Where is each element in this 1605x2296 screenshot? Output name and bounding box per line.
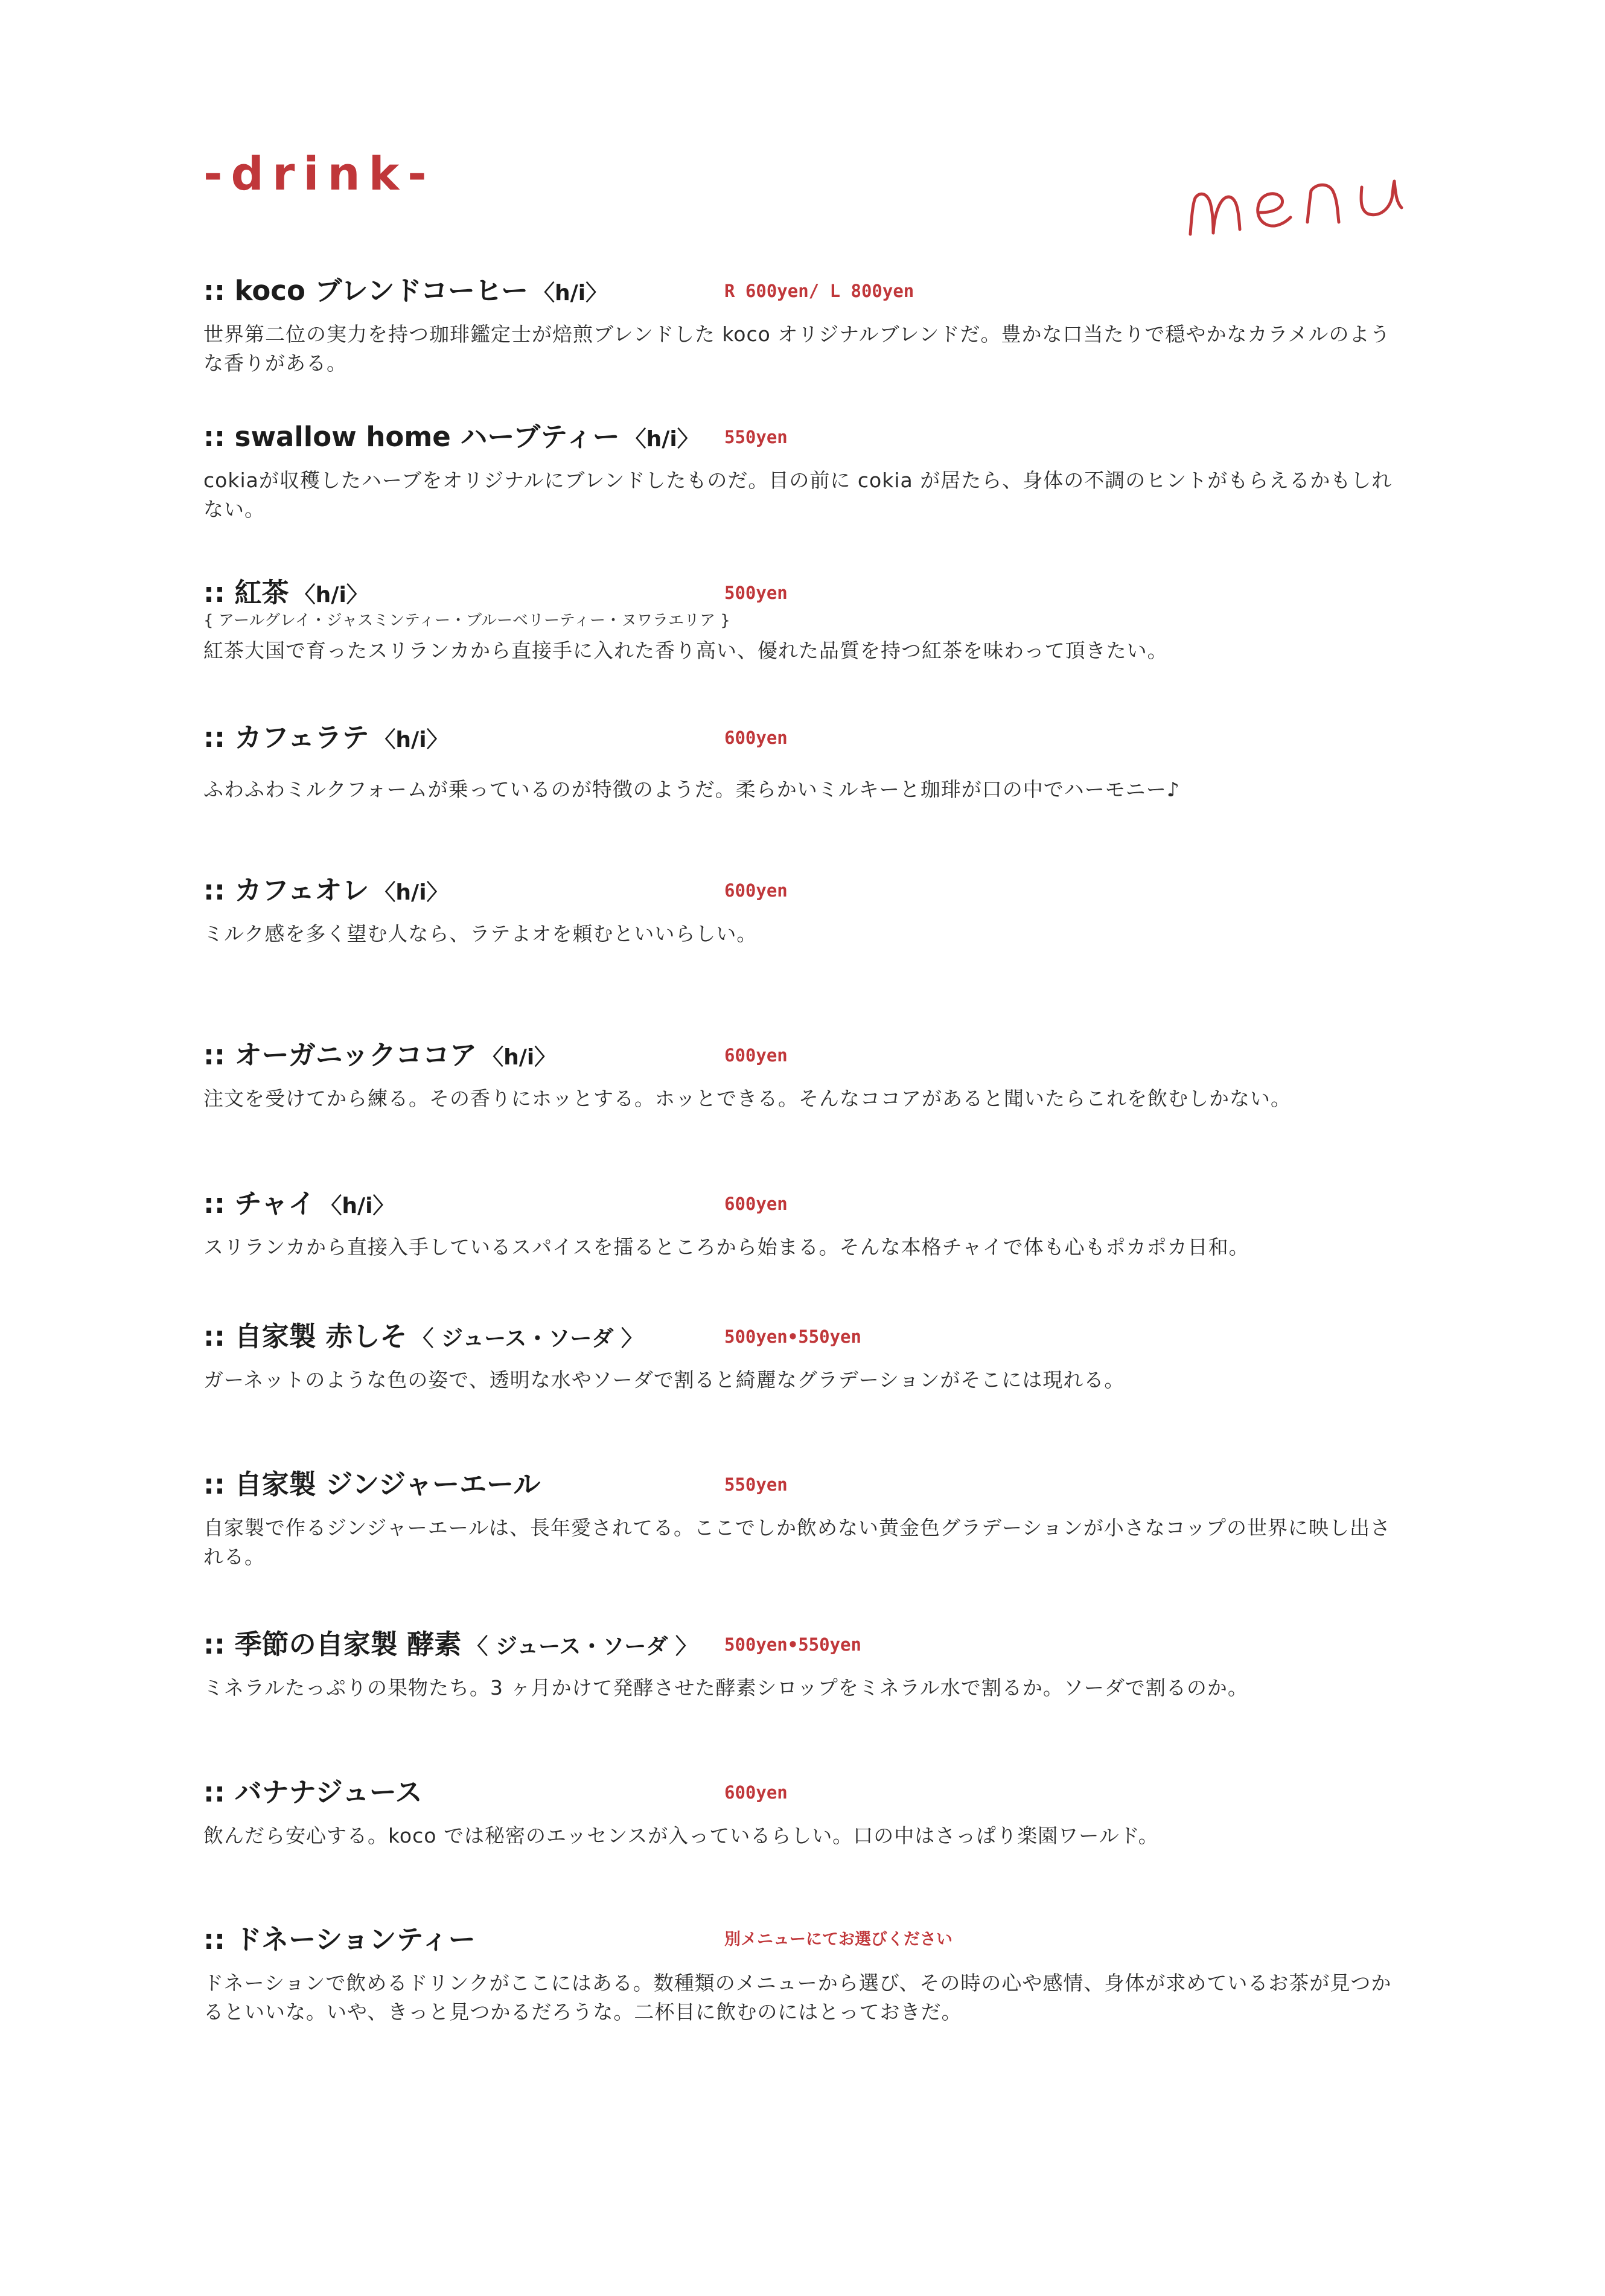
- item-description: ふわふわミルクフォームが乗っているのが特徴のようだ。柔らかいミルキーと珈琲が口の中でハーモニー♪: [203, 778, 1180, 801]
- item-name: :: koco ブレンドコーヒー: [203, 275, 529, 307]
- item-description: ミルク感を多く望む人なら、ラテよオを頼むといいらしい。: [203, 922, 758, 945]
- page-header: [0, 0, 1605, 260]
- item-description: 紅茶大国で育ったスリランカから直接手に入れた香り高い、優れた品質を持つ紅茶を味わって頂きたい。: [203, 639, 1168, 662]
- section-title: -drink-: [203, 147, 435, 200]
- item-variant: 〈h/i〉: [533, 281, 608, 305]
- item-price: 500yen•550yen: [724, 1326, 861, 1347]
- item-price: 500yen•550yen: [724, 1634, 861, 1655]
- menu-item-seasonal-enzyme: [203, 1626, 1399, 1703]
- menu-item-chai: [203, 1186, 1399, 1262]
- item-price: 600yen: [724, 1782, 788, 1803]
- item-name: :: バナナジュース: [203, 1776, 423, 1808]
- menu-item-cafe-latte: [203, 720, 1399, 804]
- item-description: ミネラルたっぷりの果物たち。3 ヶ月かけて発酵させた酵素シロップをミネラル水で割るか。ソーダで割るのか。: [203, 1676, 1248, 1700]
- item-name: :: ドネーションティー: [203, 1923, 476, 1955]
- item-name: :: 紅茶: [203, 577, 289, 609]
- item-name: :: チャイ: [203, 1188, 316, 1220]
- item-variant: 〈h/i〉: [293, 583, 368, 607]
- item-flavor-options: { アールグレイ・ジャスミンティー・ブルーベリーティー・ヌワラエリア }: [203, 612, 730, 630]
- item-description: スリランカから直接入手しているスパイスを擂るところから始まる。そんな本格チャイで体も心もポカポカ日和。: [203, 1235, 1249, 1259]
- item-description: 世界第二位の実力を持つ珈琲鑑定士が焙煎ブレンドした koco オリジナルブレンドだ。豊かな口当たりで穏やかなカラメルのような香りがある。: [203, 322, 1391, 375]
- item-variant: 〈h/i〉: [482, 1045, 557, 1070]
- item-price: 550yen: [724, 1474, 788, 1495]
- item-name: :: 自家製 ジンジャーエール: [203, 1468, 541, 1500]
- item-description: 飲んだら安心する。koco では秘密のエッセンスが入っているらしい。口の中はさっぱり楽園ワールド。: [203, 1824, 1159, 1847]
- item-variant: 〈 ジュース・ソーダ 〉: [412, 1326, 643, 1351]
- item-price: 500yen: [724, 583, 788, 603]
- menu-item-koco-blend-coffee: [203, 273, 1399, 378]
- item-description: cokiaが収穫したハーブをオリジナルにブレンドしたものだ。目の前に cokia が居たら、身体の不調のヒントがもらえるかもしれない。: [203, 468, 1393, 521]
- item-price: 600yen: [724, 1194, 788, 1214]
- item-name: :: カフェラテ: [203, 721, 369, 753]
- item-description: ガーネットのような色の姿で、透明な水やソーダで割ると綺麗なグラデーションがそこには現れる。: [203, 1368, 1125, 1392]
- menu-handwritten-logo: [1177, 145, 1461, 260]
- item-variant: 〈h/i〉: [624, 427, 699, 452]
- item-name: :: 自家製 赤しそ: [203, 1320, 407, 1352]
- item-name: :: カフェオレ: [203, 874, 369, 906]
- item-variant: 〈h/i〉: [374, 880, 448, 905]
- item-name: :: swallow home ハーブティー: [203, 421, 620, 453]
- menu-item-swallow-home-herb-tea: [203, 419, 1399, 524]
- menu-item-homemade-ginger-ale: [203, 1466, 1399, 1572]
- item-price: 600yen: [724, 727, 788, 748]
- item-description: 注文を受けてから練る。その香りにホッとする。ホッとできる。そんなココアがあると聞いたらこれを飲むしかない。: [203, 1087, 1291, 1110]
- item-price: 600yen: [724, 880, 788, 901]
- item-price: 600yen: [724, 1045, 788, 1066]
- item-price: 別メニューにてお選びください: [724, 1930, 952, 1949]
- menu-item-cafe-au-lait: [203, 872, 1399, 948]
- menu-item-homemade-red-shiso: [203, 1319, 1399, 1395]
- item-price: R 600yen/ L 800yen: [724, 281, 914, 301]
- item-variant: 〈h/i〉: [374, 727, 448, 752]
- item-description: ドネーションで飲めるドリンクがここにはある。数種類のメニューから選び、その時の心や感情、身体が求めているお茶が見つかるといいな。いや、きっと見つかるだろうな。二杯目に飲むのにはとっておきだ。: [203, 1971, 1392, 2024]
- item-variant: 〈h/i〉: [320, 1194, 395, 1218]
- menu-item-black-tea: [203, 575, 1399, 665]
- menu-item-banana-juice: [203, 1774, 1399, 1850]
- item-description: 自家製で作るジンジャーエールは、長年愛されてる。ここでしか飲めない黄金色グラデーションが小さなコップの世界に映し出される。: [203, 1516, 1391, 1569]
- menu-item-donation-tea: [203, 1922, 1399, 2027]
- menu-item-organic-cocoa: [203, 1037, 1399, 1113]
- item-price: 550yen: [724, 427, 788, 447]
- item-variant: 〈 ジュース・ソーダ 〉: [466, 1634, 697, 1659]
- item-name: :: 季節の自家製 酵素: [203, 1628, 462, 1660]
- item-name: :: オーガニックココア: [203, 1039, 477, 1071]
